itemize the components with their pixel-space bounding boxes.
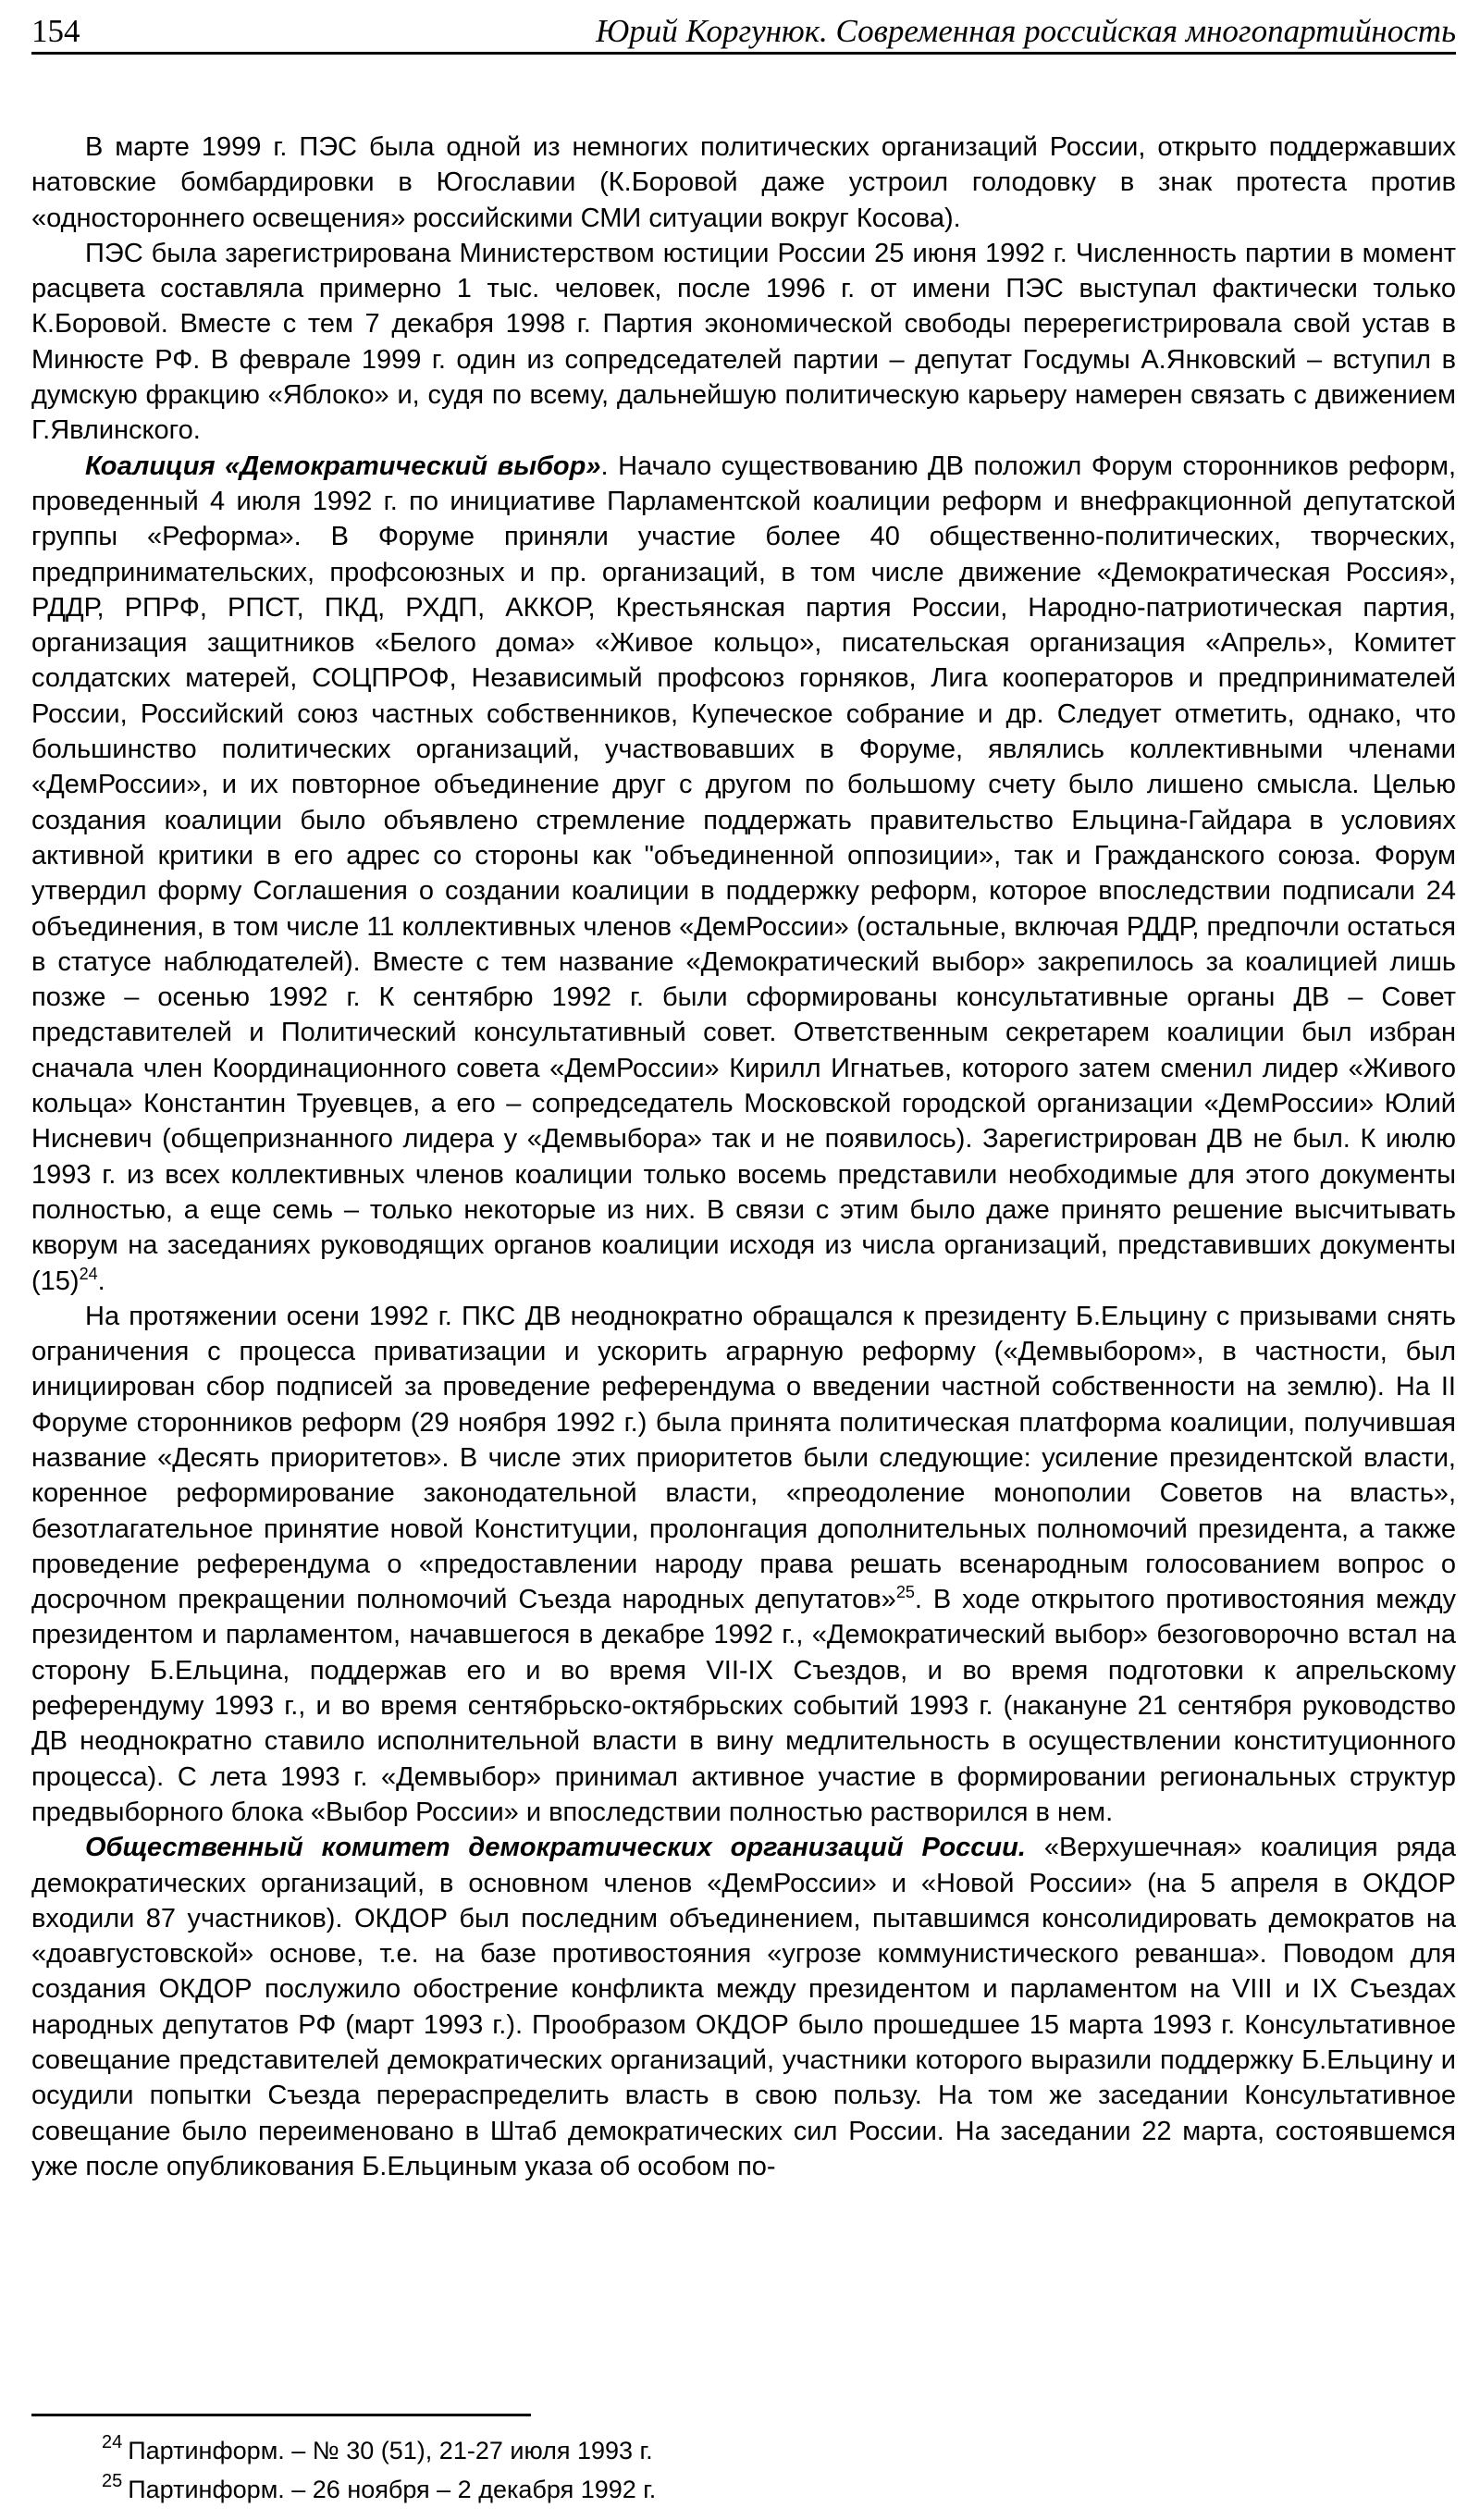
footnote-reference[interactable]: 24 bbox=[79, 1264, 98, 1283]
paragraph-autumn-1992 bbox=[31, 1299, 1456, 1830]
body-text bbox=[31, 130, 1456, 2184]
page-number: 154 bbox=[31, 13, 80, 49]
footnote-text: Партинформ. – 26 ноября – 2 декабря 1992 г. bbox=[128, 2476, 657, 2503]
paragraph-pes-yugoslavia: В марте 1999 г. ПЭС была одной из немногих политических организаций России, открыто поддержавших натовские бомбардировки в Югославии (К.Боровой даже устроил голодовку в знак протеста против «одностороннего освещения» российскими СМИ ситуации вокруг Косова). bbox=[31, 132, 1456, 233]
footnote-divider bbox=[31, 2414, 531, 2416]
section-heading-democratic-choice: Коалиция «Демократический выбор» bbox=[85, 451, 601, 481]
paragraph-democratic-choice bbox=[31, 449, 1456, 1299]
footnote-marker: 24 bbox=[102, 2432, 123, 2452]
footnote-25 bbox=[102, 2470, 1397, 2509]
paragraph-okdor bbox=[31, 1830, 1456, 2184]
paragraph-text: . Начало существованию ДВ положил Форум сторонников реформ, проведенный 4 июля 1992 г. по инициативе Парламентской коалиции реформ и внефракционной депутатской группы «Реформа». В Форуме приняли участие более 40 общественно-политических, творческих, предпринимательских, профсоюзных и пр. организаций, в том числе движение «Демократическая Россия», РДДР, РПРФ, РПСТ, ПКД, РХДП, АККОР, Крестьянская партия России, Народно-патриотическая партия, организация защитников «Белого дома» «Живое кольцо», писательская организация «Апрель», Комитет солдатских матерей, СОЦПРОФ, Независимый профсоюз горняков, Лига кооператоров и предпринимателей России, Российский союз частных собственников, Купеческое собрание и др. Следует отметить, однако, что большинство политических организаций, участвовавших в Форуме, являлись коллективными членами «ДемРоссии», и их повторное объединение друг с другом по большому счету было лишено смысла. Целью создания коалиции было объявлено стремление поддержать правительство Ельцина-Гайдара в условиях активной критики в его адрес со стороны как "объединенной оппозиции», так и Гражданского союза. Форум утвердил форму Соглашения о создании коалиции в поддержку реформ, которое впоследствии подписали 24 объединения, в том числе 11 коллективных членов «ДемРоссии» (остальные, включая РДДР, предпочли остаться в статусе наблюдателей). Вместе с тем название «Демократический выбор» закрепилось за коалицией лишь позже – осенью 1992 г. К сентябрю 1992 г. были сформированы консультативные органы ДВ – Совет представителей и Политический консультативный совет. Ответственным секретарем коалиции был избран сначала член Координационного совета «ДемРоссии» Кирилл Игнатьев, которого затем сменил лидер «Живого кольца» Константин Труевцев, а его – сопредседатель Московской городской организации «ДемРоссии» Юлий Нисневич (общепризнанного лидера у «Демвыбора» так и не появилось). Зарегистрирован ДВ не был. К июлю 1993 г. из всех коллективных членов коалиции только восемь представили необходимые для этого документы полностью, а еще семь – только некоторые из них. В связи с этим было даже принято решение высчитывать кворум на заседаниях руководящих органов коалиции исходя из числа организаций, представивших документы (15) bbox=[31, 451, 1457, 1296]
paragraph-pes-registration: ПЭС была зарегистрирована Министерством юстиции России 25 июня 1992 г. Численность партии в момент расцвета составляла примерно 1 тыс. человек, после 1996 г. от имени ПЭС выступал фактически только К.Боровой. Вместе с тем 7 декабря 1998 г. Партия экономической свободы перерегистрировала свой устав в Минюсте РФ. В феврале 1999 г. один из сопредседателей партии – депутат Госдумы А.Янковский – вступил в думскую фракцию «Яблоко» и, судя по всему, дальнейшую политическую карьеру намерен связать с движением Г.Явлинского. bbox=[31, 238, 1456, 446]
section-heading-okdor: Общественный комитет демократических организаций России. bbox=[85, 1833, 1026, 1863]
paragraph-text: На протяжении осени 1992 г. ПКС ДВ неоднократно обращался к президенту Б.Ельцину с призывами снять ограничения с процесса приватизации и ускорить аграрную реформу («Демвыбором», в частности, был инициирован сбор подписей за проведение референдума о введении частной собственности на землю). На II Форуме сторонников реформ (29 ноября 1992 г.) была принята политическая платформа коалиции, получившая название «Десять приоритетов». В числе этих приоритетов были следующие: усиление президентской власти, коренное реформирование законодательной власти, «преодоление монополии Советов на власть», безотлагательное принятие новой Конституции, пролонгация дополнительных полномочий президента, а также проведение референдума о «предоставлении народу права решать всенародным голосованием вопрос о досрочном прекращении полномочий Съезда народных депутатов» bbox=[31, 1301, 1456, 1615]
footnotes bbox=[102, 2431, 1397, 2509]
footnote-text: Партинформ. – № 30 (51), 21-27 июля 1993 г. bbox=[128, 2437, 653, 2464]
paragraph-text: «Верхушечная» коалиция ряда демократических организаций, в основном членов «ДемРоссии» и «Новой России» (на 5 апреля в ОКДОР входили 87 участников). ОКДОР был последним объединением, пытавшимся консолидировать демократов на «доавгустовской» основе, т.е. на базе противостояния «угрозе коммунистического реванша». Поводом для создания ОКДОР послужило обострение конфликта между президентом и парламентом на VIII и IX Съездах народных депутатов РФ (март 1993 г.). Прообразом ОКДОР было прошедшее 15 марта 1993 г. Консультативное совещание представителей демократических организаций, участники которого выразили поддержку Б.Ельцину и осудили попытки Съезда перераспределить власть в свою пользу. На том же заседании Консультативное совещание было переименовано в Штаб демократических сил России. На заседании 22 марта, состоявшемся уже после опубликования Б.Ельциным указа об особом по- bbox=[31, 1833, 1456, 2181]
paragraph-end: . bbox=[97, 1266, 105, 1296]
running-head: Юрий Коргунюк. Современная российская многопартийность bbox=[596, 13, 1456, 49]
footnote-marker: 25 bbox=[102, 2471, 123, 2491]
paragraph-text-continued: . В ходе открытого противостояния между президентом и парламентом, начавшегося в декабре 1992 г., «Демократический выбор» безоговорочно встал на сторону Б.Ельцина, поддержав его и во время VII-IX Съездов, и во время подготовки к апрельскому референдуму 1993 г., и во время сентябрьско-октябрьских событий 1993 г. (накануне 21 сентября руководство ДВ неоднократно ставило исполнительной власти в вину медлительность в осуществлении конституционного процесса). С лета 1993 г. «Демвыбор» принимал активное участие в формировании региональных структур предвыборного блока «Выбор России» и впоследствии полностью растворился в нем. bbox=[31, 1585, 1456, 1827]
footnote-reference[interactable]: 25 bbox=[895, 1583, 915, 1602]
footnote-24 bbox=[102, 2431, 1397, 2470]
page-header bbox=[31, 11, 1456, 55]
